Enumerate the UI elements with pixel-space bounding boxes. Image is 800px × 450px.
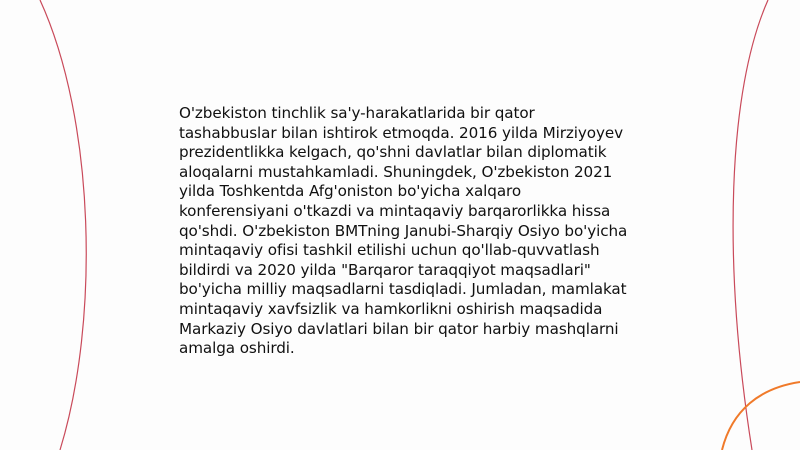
orange-arc — [722, 382, 800, 450]
body-paragraph: O'zbekiston tinchlik sa'y-harakatlarida bir qator tashabbuslar bilan ishtirok etmoqda. 2016 yilda Mirziyoyev prezidentlikka kelgach, qo'shni davlatlar bilan diplomatik aloqalarni mustahkamladi. Shuningdek, O'zbekiston 2021 yilda Toshkentda Afg'oniston bo'yicha xalqaro konferensiyani o'tkazdi va mintaqaviy barqarorlikka hissa qo'shdi. O'zbekiston BMTning Janubi-Sharqiy Osiyo bo'yicha mintaqaviy ofisi tashkil etilishi uchun qo'llab-quvvatlash bildirdi va 2020 yilda "Barqaror taraqqiyot maqsadlari" bo'yicha milliy maqsadlarni tasdiqladi. Jumladan, mamlakat mintaqaviy xavfsizlik va hamkorlikni oshirish maqsadida Markaziy Osiyo davlatlari bilan bir qator harbiy mashqlarni amalga oshirdi. — [179, 104, 628, 358]
right-arc — [733, 0, 768, 450]
left-arc — [40, 0, 86, 450]
